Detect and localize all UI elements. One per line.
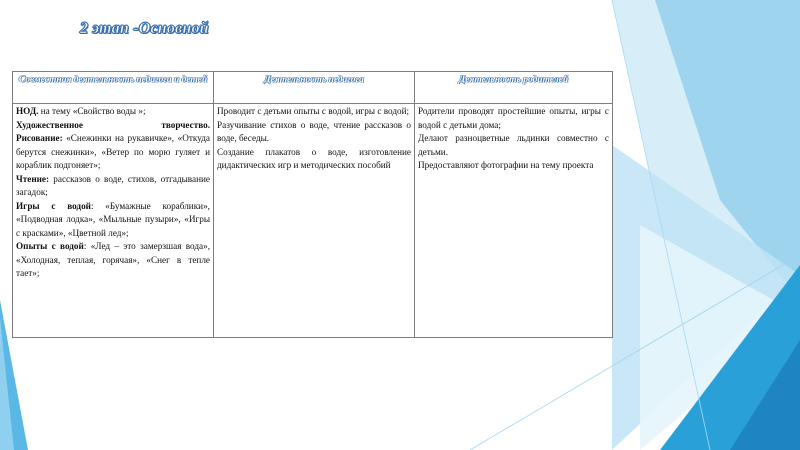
- header-joint-activity: Совместная деятельность педагога и детей: [13, 72, 214, 104]
- cell-joint-activity: [13, 104, 214, 338]
- item-lead: Опыты с водой: [16, 241, 84, 251]
- list-item: [16, 173, 210, 200]
- item-text: : «Бумажные кораблики», «Подводная лодка», «Мыльные пузыри», «Игры с красками», «Цветной лед»;: [16, 200, 210, 238]
- list-item: [16, 240, 210, 281]
- item-text: на тему «Свойство воды »;: [38, 106, 146, 116]
- item-text: рассказов о воде, стихов, отгадывание загадок;: [16, 173, 210, 197]
- item-lead: НОД.: [16, 106, 39, 116]
- list-item: Разучивание стихов о воде, чтение рассказов о воде, беседы.: [217, 119, 411, 143]
- list-item: Предоставляют фотографии на тему проекта: [418, 160, 594, 170]
- item-text: «Снежинки на рукавичке», «Откуда берутся снежинки», «Ветер по морю гуляет и кораблик подгоняет»;: [16, 133, 210, 170]
- activity-table: [12, 71, 613, 338]
- list-item: Делают разноцветные льдинки совместно с детьми.: [418, 133, 609, 157]
- list-item: [16, 200, 210, 241]
- list-item: [16, 105, 210, 119]
- cell-teacher-activity: [214, 104, 415, 338]
- item-lead: Игры с водой: [16, 200, 91, 211]
- header-teacher-activity: Деятельность педагога: [214, 72, 415, 104]
- list-item: [16, 119, 210, 133]
- list-item: Родители проводят простейшие опыты, игры с водой с детьми дома;: [418, 106, 609, 130]
- list-item: Проводит с детьми опыты с водой, игры с водой;: [217, 106, 410, 116]
- item-lead: Художественное творчество.: [16, 119, 210, 130]
- header-parents-activity: Деятельность родителей: [415, 72, 613, 104]
- list-item: [16, 132, 210, 173]
- table-row: [13, 104, 613, 338]
- table-header-row: [13, 72, 613, 104]
- item-lead: Рисование:: [16, 133, 63, 143]
- cell-parents-activity: [415, 104, 613, 338]
- item-lead: Чтение:: [16, 173, 50, 184]
- item-text: : «Лед – это замерзшая вода», «Холодная, теплая, горячая», «Снег в тепле тает»;: [16, 241, 211, 278]
- list-item: Создание плакатов о воде, изготовление дидактических игр и методических пособий: [217, 146, 411, 170]
- slide-title: 2 этап -Основной: [80, 20, 209, 37]
